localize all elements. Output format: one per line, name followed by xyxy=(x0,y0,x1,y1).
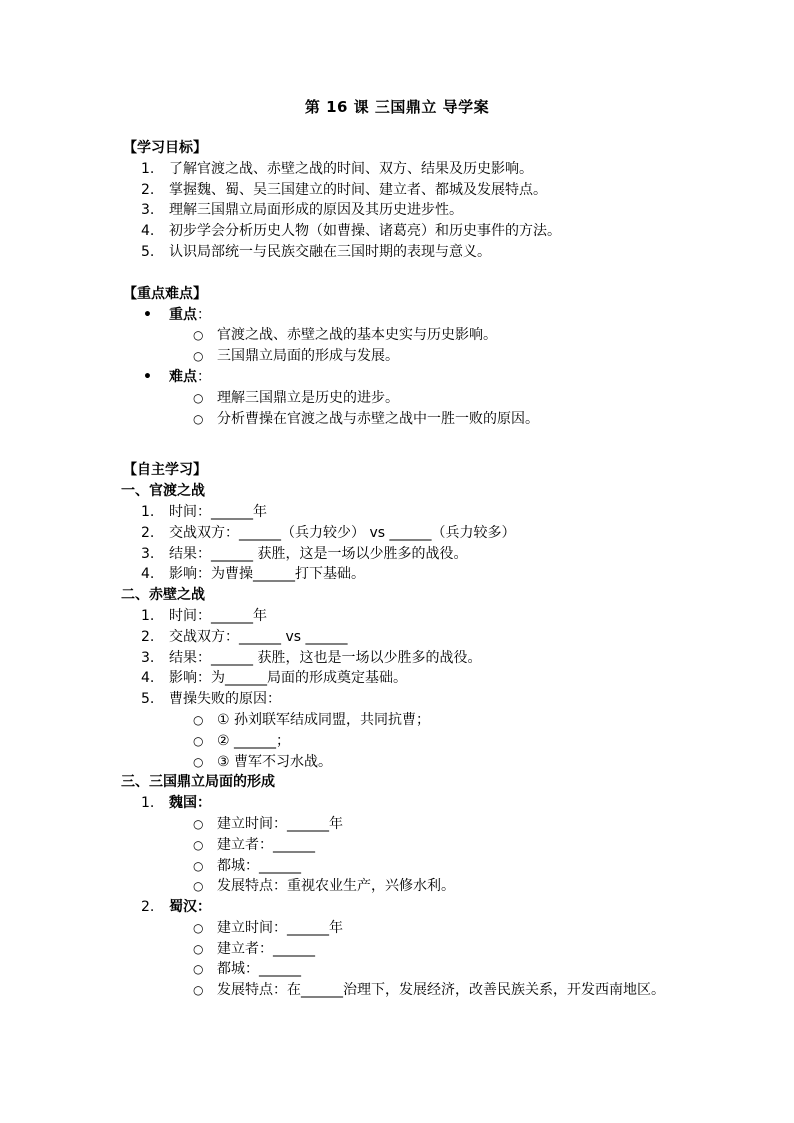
circle-bullet-icon: ○ xyxy=(193,349,204,364)
circle-bullet-icon: ○ xyxy=(193,920,204,935)
list-item: 5. 认识局部统一与民族交融在三国时期的表现与意义。 xyxy=(141,243,491,260)
circle-bullet-icon: ○ xyxy=(193,837,204,852)
list-item: ○ 建立者：______ xyxy=(121,939,681,960)
list-item: 4. 初步学会分析历史人物（如曹操、诸葛亮）和历史事件的方法。 xyxy=(141,223,561,240)
list-item: 1. 了解官渡之战、赤壁之战的时间、双方、结果及历史影响。 xyxy=(141,160,533,177)
circle-bullet-icon: ○ xyxy=(193,390,204,405)
bullet-icon: • xyxy=(143,368,152,385)
list-item: ○ 发展特点：重视农业生产，兴修水利。 xyxy=(121,876,681,897)
key-point-group: • 重点： xyxy=(121,305,681,326)
self-study-heading: 【自主学习】 xyxy=(123,462,207,479)
key-points-heading: 【重点难点】 xyxy=(123,285,207,302)
circle-bullet-icon: ○ xyxy=(193,712,204,727)
bullet-icon: • xyxy=(143,306,152,323)
circle-bullet-icon: ○ xyxy=(193,411,204,426)
list-item: 2. 交战双方：______（兵力较少） vs ______（兵力较多） xyxy=(141,524,516,541)
circle-bullet-icon: ○ xyxy=(193,962,204,977)
formation-heading: 三、三国鼎立局面的形成 xyxy=(121,774,275,791)
list-item: ○ 建立时间：______年 xyxy=(121,918,681,939)
circle-bullet-icon: ○ xyxy=(193,941,204,956)
list-item: ○ 分析曹操在官渡之战与赤壁之战中一胜一败的原因。 xyxy=(121,409,681,430)
document-body xyxy=(121,138,681,1001)
circle-bullet-icon: ○ xyxy=(193,879,204,894)
list-item: 1. 魏国： xyxy=(141,795,211,812)
list-item: 5. 曹操失败的原因： xyxy=(141,691,281,708)
chibi-heading: 二、赤壁之战 xyxy=(121,587,205,604)
guandu-heading: 一、官渡之战 xyxy=(121,483,205,500)
list-item: 3. 结果：______ 获胜，这是一场以少胜多的战役。 xyxy=(141,545,468,562)
list-item: ○ ② ______； xyxy=(121,731,681,752)
list-item: ○ 三国鼎立局面的形成与发展。 xyxy=(121,346,681,367)
objectives-heading: 【学习目标】 xyxy=(123,140,207,156)
list-item: 1. 时间：______年 xyxy=(141,503,267,520)
list-item: ○ 都城：______ xyxy=(121,959,681,980)
circle-bullet-icon: ○ xyxy=(193,328,204,343)
list-item: 3. 理解三国鼎立局面形成的原因及其历史进步性。 xyxy=(141,202,463,219)
circle-bullet-icon: ○ xyxy=(193,754,204,769)
list-item: ○ ① 孙刘联军结成同盟，共同抗曹； xyxy=(121,710,681,731)
list-item: ○ ③ 曹军不习水战。 xyxy=(121,752,681,773)
circle-bullet-icon: ○ xyxy=(193,733,204,748)
page-title: 第 16 课 三国鼎立 导学案 xyxy=(304,98,490,116)
list-item: ○ 理解三国鼎立是历史的进步。 xyxy=(121,388,681,409)
circle-bullet-icon: ○ xyxy=(193,983,204,998)
circle-bullet-icon: ○ xyxy=(193,816,204,831)
list-item: 4. 影响：为曹操______打下基础。 xyxy=(141,566,365,583)
list-item: ○ 建立者：______ xyxy=(121,835,681,856)
list-item: ○ 官渡之战、赤壁之战的基本史实与历史影响。 xyxy=(121,325,681,346)
objectives-list xyxy=(121,159,681,263)
list-item: 4. 影响：为______局面的形成奠定基础。 xyxy=(141,670,407,687)
list-item: 2. 蜀汉： xyxy=(141,899,211,916)
list-item: 2. 交战双方：______ vs ______ xyxy=(141,628,348,645)
list-item: ○ 发展特点：在______治理下，发展经济，改善民族关系，开发西南地区。 xyxy=(121,980,681,1001)
list-item: ○ 都城：______ xyxy=(121,856,681,877)
list-item: 2. 掌握魏、蜀、吴三国建立的时间、建立者、都城及发展特点。 xyxy=(141,181,547,198)
key-point-group: • 难点： xyxy=(121,367,681,388)
list-item: ○ 建立时间：______年 xyxy=(121,814,681,835)
list-item: 1. 时间：______年 xyxy=(141,607,267,624)
list-item: 3. 结果：______ 获胜，这也是一场以少胜多的战役。 xyxy=(141,649,482,666)
circle-bullet-icon: ○ xyxy=(193,858,204,873)
